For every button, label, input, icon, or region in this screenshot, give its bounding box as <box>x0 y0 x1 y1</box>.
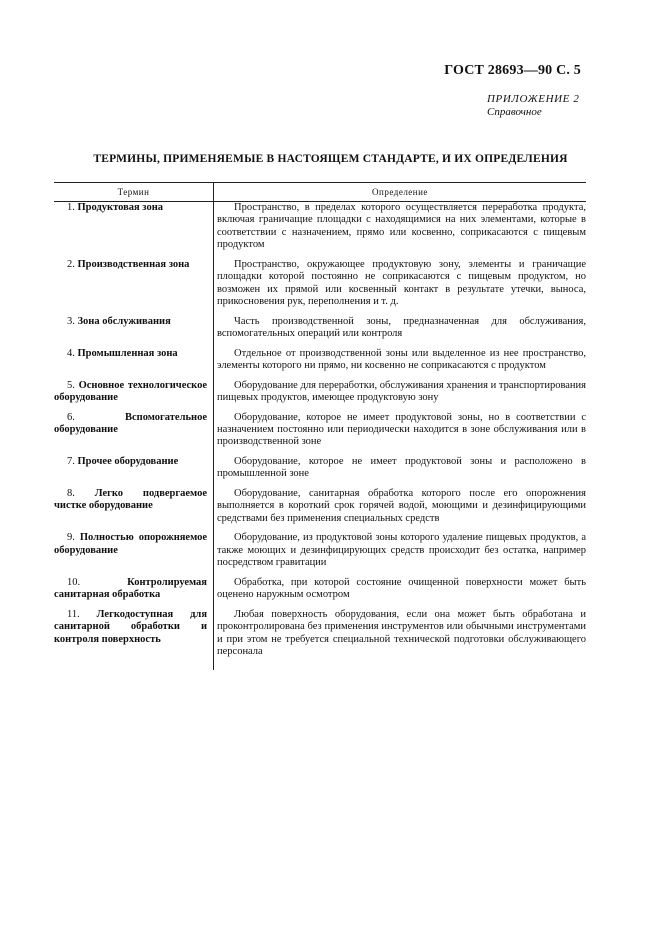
table-header <box>54 183 586 201</box>
term-cell <box>54 488 213 525</box>
table-row <box>54 316 586 341</box>
definition-cell: Обработка, при которой состояние очищенной поверхности может быть оценено наружным осмотром <box>217 576 586 601</box>
term-number: 1. <box>67 202 75 213</box>
term-cell <box>54 577 213 602</box>
appendix-type: Справочное <box>487 106 542 118</box>
term-name: Прочее оборудование <box>77 456 179 468</box>
table-row <box>54 412 586 449</box>
term-name: Легкодоступная для санитарной обработки и контроля поверхность <box>54 608 207 645</box>
term-name: Легко подвергаемое чистке оборудование <box>54 488 207 512</box>
term-cell <box>54 259 213 309</box>
term-cell <box>54 316 213 341</box>
term-number: 9. <box>67 532 75 544</box>
term-number: 4. <box>67 347 75 359</box>
definition-cell: Отдельное от производственной зоны или выделенное из нее пространство, элементы которого ни прямо, ни косвенно не соприкасаются с продуктом <box>217 347 586 372</box>
term-name: Производственная зона <box>77 258 190 270</box>
term-cell <box>54 380 213 405</box>
definition-cell: Оборудование, которое не имеет продуктовой зоны, но в соответствии с назначением постоянно или периодически находится в зоне обслуживания или в производственной зоне <box>217 411 586 448</box>
table-row <box>54 532 586 569</box>
definition-cell: Оборудование, санитарная обработка которого после его опорожнения выполняется в короткий срок горячей водой, моющими и дезинфицирующими средствами без применения специальных средств <box>217 488 586 524</box>
term-number: 11. <box>67 608 80 620</box>
table-body <box>54 202 586 658</box>
table-row <box>54 348 586 373</box>
definition-cell: Пространство, в пределах которого осуществляется переработка продукта, включая граничащие площадки с находящимися на них элементами, которые в соответствии с назначением, прямо или косвенно, соприкасаются с пищевым продуктом <box>217 202 586 251</box>
term-number: 8. <box>67 488 75 500</box>
table-row <box>54 202 586 252</box>
page-title: ТЕРМИНЫ, ПРИМЕНЯЕМЫЕ В НАСТОЯЩЕМ СТАНДАРТЕ, И ИХ ОПРЕДЕЛЕНИЯ <box>93 153 568 165</box>
table-row <box>54 488 586 525</box>
document-reference: ГОСТ 28693—90 С. 5 <box>444 63 581 78</box>
term-number: 6. <box>67 411 75 423</box>
term-cell <box>54 456 213 481</box>
column-header-term: Термин <box>54 183 214 201</box>
table-row <box>54 609 586 659</box>
table-row <box>54 577 586 602</box>
term-name: Зона обслуживания <box>77 315 171 327</box>
term-number: 7. <box>67 456 75 468</box>
definition-cell: Оборудование, которое не имеет продуктовой зоны и расположено в промышленной зоне <box>217 456 586 480</box>
term-name: Полностью опорожняемое оборудование <box>54 532 208 556</box>
term-number: 5. <box>67 379 75 391</box>
definition-cell: Любая поверхность оборудования, если она может быть обработана и проконтролирована без применения инструментов или обычными инструментами и при этом не требуется специальной технической подготовки обслуживающего персонала <box>217 608 586 658</box>
term-number: 10. <box>67 576 81 588</box>
term-cell <box>54 609 213 659</box>
definition-cell: Оборудование, из продуктовой зоны которого удаление пищевых продуктов, а также моющих и дезинфицирующих средств происходит без остатка, например посредством гравитации <box>217 532 586 569</box>
term-cell <box>54 202 213 252</box>
term-name: Продуктовая зона <box>77 202 164 213</box>
term-cell <box>54 348 213 373</box>
table-row <box>54 456 586 481</box>
term-cell <box>54 532 213 569</box>
appendix-title: ПРИЛОЖЕНИЕ 2 <box>487 93 580 105</box>
term-number: 3. <box>67 315 75 327</box>
term-cell <box>54 412 213 449</box>
term-name: Вспомогательное оборудование <box>54 411 207 436</box>
terms-table <box>54 182 586 666</box>
definition-cell: Часть производственной зоны, предназначенная для обслуживания, вспомогательных операций или контроля <box>217 315 586 340</box>
table-row <box>54 380 586 405</box>
column-divider <box>213 202 214 670</box>
term-name: Контролируемая санитарная обработка <box>54 576 207 601</box>
appendix-label <box>487 93 579 119</box>
table-row <box>54 259 586 309</box>
column-header-definition: Определение <box>372 187 428 197</box>
definition-cell: Оборудование для переработки, обслуживания хранения и транспортирования пищевых продуктов, имеющее продуктовую зону <box>217 379 586 404</box>
term-number: 2. <box>67 258 75 270</box>
term-name: Промышленная зона <box>77 347 178 359</box>
term-name: Основное технологическое оборудование <box>54 379 208 404</box>
definition-cell: Пространство, окружающее продуктовую зону, элементы и граничащие площадки которой постоянно не соприкасаются с пищевым продуктом, но возможен их прямой или косвенный контакт в результате утечки, выноса, прикосновения рук, переполнения и т. д. <box>217 258 586 308</box>
